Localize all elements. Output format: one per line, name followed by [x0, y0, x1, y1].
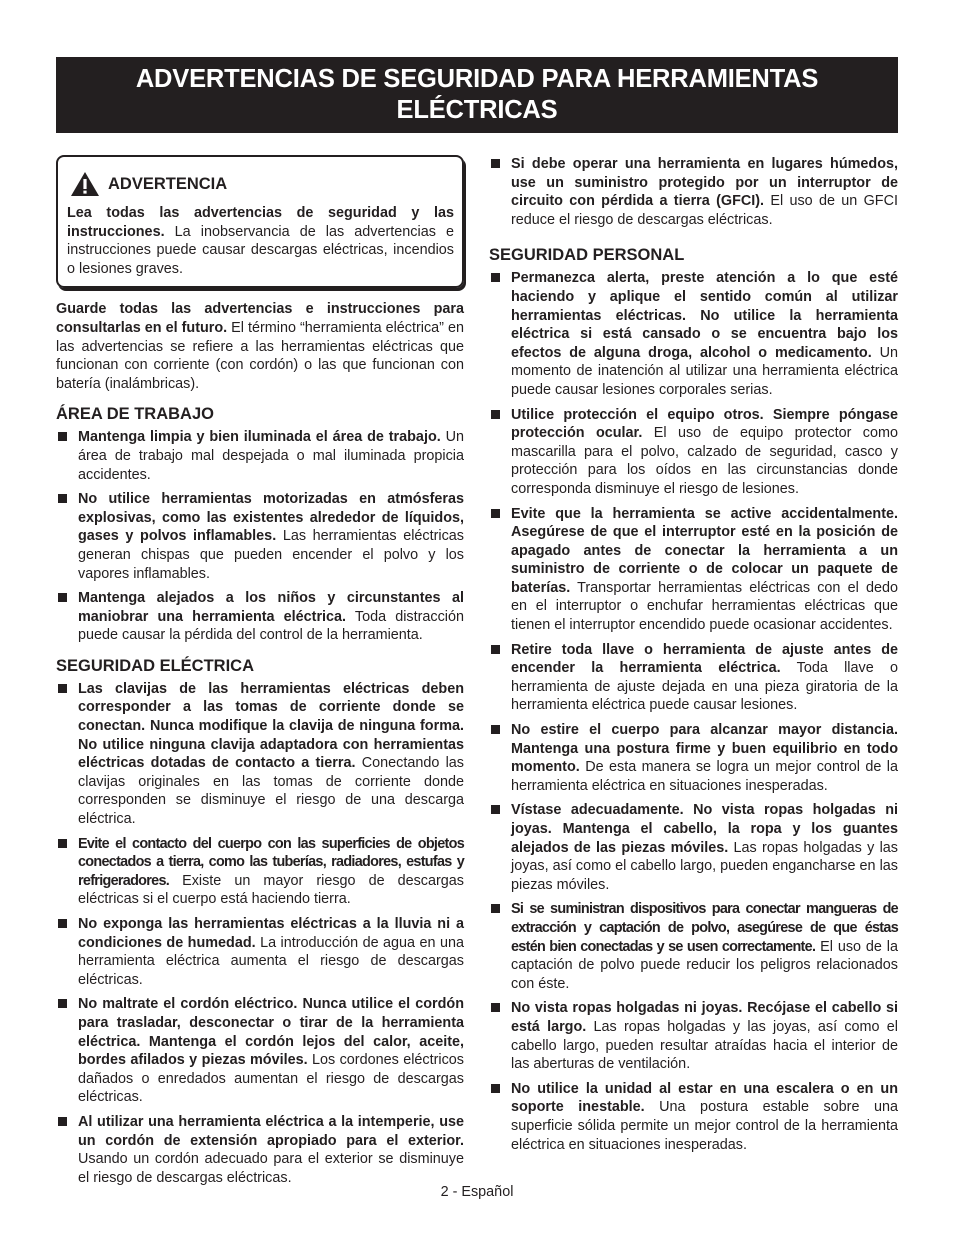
- bullet-square-icon: [491, 509, 500, 518]
- warning-bold: Lea todas las advertencias de seguridad y las instrucciones.: [67, 205, 454, 240]
- work-area-list: [56, 428, 464, 645]
- bullet-square-icon: [58, 839, 67, 848]
- intro-body: El término “herramienta eléctrica” en las advertencias se refiere a las herramientas eléctricas que funcionan con corriente (con cordón) o las que funcionan con batería (inalámbricas).: [56, 319, 464, 392]
- electrical-safety-list: [56, 680, 464, 1187]
- list-item: Las clavijas de las herramientas eléctricas deben corresponder a las tomas de corriente donde se conectan. Nunca modifique la clavija de ninguna forma. No utilice ninguna clavija adaptadora con herramientas eléctricas dotadas de contacto a tierra. Conectando las clavijas originales en las tomas de corriente donde corresponden se disminuye el riesgo de una descarga eléctrica.: [56, 680, 464, 829]
- bullet-square-icon: [491, 645, 500, 654]
- personal-safety-list: [489, 269, 898, 1154]
- list-item: No estire el cuerpo para alcanzar mayor distancia. Mantenga una postura firme y buen equilibrio en todo momento. De esta manera se logra un mejor control de la herramienta eléctrica en situaciones inesperadas.: [489, 721, 898, 795]
- list-item: Mantenga limpia y bien iluminada el área de trabajo. Un área de trabajo mal despejada o mal iluminada propicia accidentes.: [56, 428, 464, 484]
- intro-paragraph: [56, 300, 464, 393]
- list-item: Al utilizar una herramienta eléctrica a la intemperie, use un cordón de extensión apropiado para el exterior. Usando un cordón adecuado para el exterior se disminuye el riesgo de descargas eléctricas.: [56, 1113, 464, 1187]
- warning-body: La inobservancia de las advertencias e instrucciones puede causar descargas eléctricas, incendios o lesiones graves.: [67, 223, 454, 277]
- list-item: Utilice protección el equipo otros. Siempre póngase protección ocular. El uso de equipo protector como mascarilla para el polvo, calzado de seguridad, casco y protección para los oídos en las circunstancias donde corresponda disminuye el riesgo de lesiones.: [489, 406, 898, 499]
- right-column: [489, 155, 898, 1160]
- header-line-2: ELÉCTRICAS: [396, 96, 558, 124]
- section-title-work-area: ÁREA DE TRABAJO: [56, 405, 214, 424]
- bullet-square-icon: [491, 805, 500, 814]
- bullet-square-icon: [58, 593, 67, 602]
- left-column: [56, 155, 464, 1193]
- bullet-square-icon: [491, 410, 500, 419]
- list-item: No maltrate el cordón eléctrico. Nunca utilice el cordón para trasladar, desconectar o tirar de la herramienta eléctrica. Mantenga el cordón lejos del calor, aceite, bordes afilados y piezas móviles. Los cordones eléctricos dañados o enredados aumentan el riesgo de descargas eléctricas.: [56, 995, 464, 1107]
- section-title-electrical-safety: SEGURIDAD ELÉCTRICA: [56, 656, 255, 675]
- warning-title: ADVERTENCIA: [108, 174, 228, 193]
- list-item: Evite que la herramienta se active accidentalmente. Asegúrese de que el interruptor esté en la posición de apagado antes de conectar la herramienta a un suministro de corriente o de colocar un paquete de baterías. Transportar herramientas eléctricas con el dedo en el interruptor o enchufar herramientas eléctricas que tienen el interruptor encendido puede ocasionar accidentes.: [489, 505, 898, 635]
- page-number: 2 - Español: [440, 1184, 514, 1200]
- page-header: [56, 57, 898, 133]
- list-item: Evite el contacto del cuerpo con las superficies de objetos conectados a tierra, como las tuberías, radiadores, estufas y refrigeradores. Existe un mayor riesgo de descargas eléctricas si el cuerpo está haciendo tierra.: [56, 835, 464, 909]
- bullet-square-icon: [58, 432, 67, 441]
- bullet-square-icon: [491, 159, 500, 168]
- list-item: Vístase adecuadamente. No vista ropas holgadas ni joyas. Mantenga el cabello, la ropa y los guantes alejados de las piezas móviles. Las ropas holgadas y las joyas, así como el cabello largo, pueden engancharse en las piezas móviles.: [489, 801, 898, 894]
- warning-box: [56, 155, 464, 288]
- list-item: Si se suministran dispositivos para conectar mangueras de extracción y captación de polvo, asegúrese de que éstas estén bien conectadas y se usen correctamente. El uso de la captación de polvo puede reducir los peligros relacionados con éste.: [489, 900, 898, 993]
- list-item: No exponga las herramientas eléctricas a la lluvia ni a condiciones de humedad. La introducción de agua en una herramienta eléctrica aumenta el riesgo de descargas eléctricas.: [56, 915, 464, 989]
- electrical-safety-list-continued: [489, 155, 898, 229]
- bullet-square-icon: [491, 273, 500, 282]
- list-item: No utilice herramientas motorizadas en atmósferas explosivas, como las existentes alrededor de líquidos, gases y polvos inflamables. Las herramientas eléctricas generan chispas que pueden encender el polvo y los vapores inflamables.: [56, 490, 464, 583]
- intro-bold: Guarde todas las advertencias e instrucciones para consultarlas en el futuro.: [56, 301, 464, 336]
- warning-text: [67, 204, 454, 278]
- list-item: Si debe operar una herramienta en lugares húmedos, use un suministro protegido por un interruptor de circuito con pérdida a tierra (GFCI). El uso de un GFCI reduce el riesgo de descargas eléctricas.: [489, 155, 898, 229]
- bullet-square-icon: [58, 1117, 67, 1126]
- list-item: Mantenga alejados a los niños y circunstantes al maniobrar una herramienta eléctrica. Toda distracción puede causar la pérdida del control de la herramienta.: [56, 589, 464, 645]
- bullet-square-icon: [58, 919, 67, 928]
- list-item: Permanezca alerta, preste atención a lo que esté haciendo y aplique el sentido común al utilizar herramientas eléctricas. No utilice la herramienta eléctrica si está cansado o se encuentra bajo los efectos de alguna droga, alcohol o medicamento. Un momento de inatención al utilizar una herramienta eléctrica puede causar lesiones corporales serias.: [489, 269, 898, 399]
- bullet-square-icon: [58, 999, 67, 1008]
- bullet-square-icon: [491, 1003, 500, 1012]
- list-item: Retire toda llave o herramienta de ajuste antes de encender la herramienta eléctrica. Toda llave o herramienta de ajuste dejada en una pieza giratoria de la herramienta eléctrica puede causar lesiones.: [489, 641, 898, 715]
- section-title-personal-safety: SEGURIDAD PERSONAL: [489, 246, 685, 265]
- list-item: No vista ropas holgadas ni joyas. Recójase el cabello si está largo. Las ropas holgadas y las joyas, así como el cabello largo, pueden resultar atraídas hacia el interior de las aberturas de ventilación.: [489, 999, 898, 1073]
- header-line-1: ADVERTENCIAS DE SEGURIDAD PARA HERRAMIENTAS: [135, 65, 819, 93]
- warning-triangle-icon: [70, 171, 100, 197]
- list-item: No utilice la unidad al estar en una escalera o en un soporte inestable. Una postura estable sobre una superficie sólida permite un mejor control de la herramienta eléctrica en situaciones inesperadas.: [489, 1080, 898, 1154]
- bullet-square-icon: [491, 904, 500, 913]
- bullet-square-icon: [491, 725, 500, 734]
- bullet-square-icon: [58, 684, 67, 693]
- bullet-square-icon: [491, 1084, 500, 1093]
- bullet-square-icon: [58, 494, 67, 503]
